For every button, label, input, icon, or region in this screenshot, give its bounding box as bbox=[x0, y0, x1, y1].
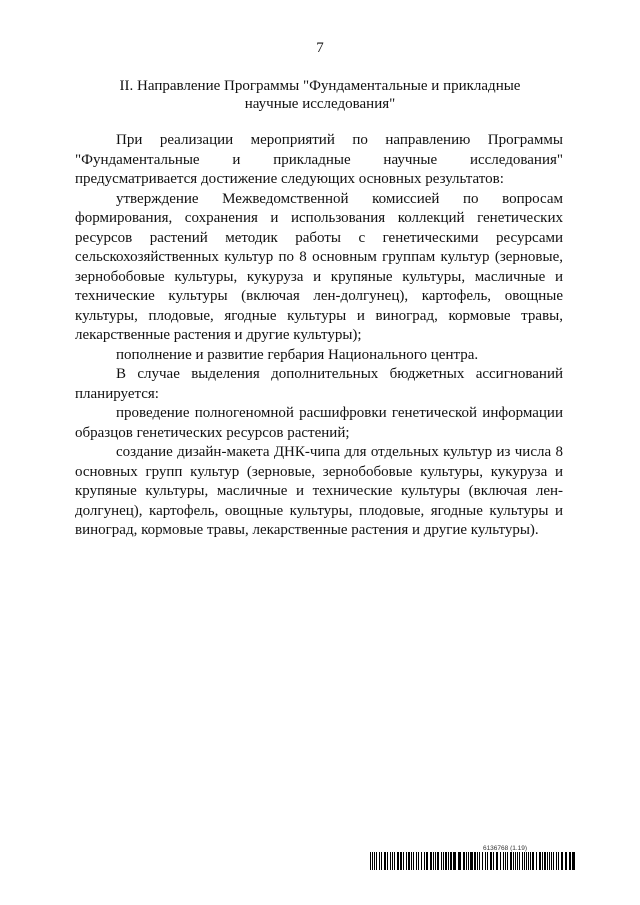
paragraph-herbarium: пополнение и развитие гербария Национального центра. bbox=[116, 346, 479, 363]
section-title-line-2: научные исследования" bbox=[244, 96, 396, 112]
paragraph-intro: При реализации мероприятий по направлению Программы "Фундаментальные и прикладные научные исследования" предусматривается достижение следующих основных результатов: bbox=[75, 132, 563, 187]
document-code: 6136768 (1.19) bbox=[482, 845, 528, 852]
section-title bbox=[80, 77, 560, 113]
document-body bbox=[75, 131, 563, 541]
paragraph-genome-sequencing: проведение полногеномной расшифровки генетической информации образцов генетических ресурсов растений; bbox=[75, 405, 563, 441]
paragraph-dna-chip: создание дизайн-макета ДНК-чипа для отдельных культур из числа 8 основных групп культур (зерновые, зернобобовые культуры, кукуруза и крупяные культуры, масличные и технические культуры (включая лен-долгунец), картофель, овощные культуры, плодовые, ягодные культуры и виноград, кормовые травы, лекарственные растения и другие культуры). bbox=[75, 444, 563, 538]
section-title-line-1: II. Направление Программы "Фундаментальные и прикладные bbox=[119, 78, 521, 94]
barcode-image bbox=[370, 852, 576, 870]
page-number: 7 bbox=[316, 40, 324, 56]
paragraph-additional-funding: В случае выделения дополнительных бюджетных ассигнований планируется: bbox=[75, 366, 563, 402]
paragraph-methodology-approval: утверждение Межведомственной комиссией по вопросам формирования, сохранения и использования коллекций генетических ресурсов растений методик работы с генетическими ресурсами сельскохозяйственных культур по 8 основным группам культур (зерновые, зернобобовые культуры, кукуруза и крупяные культуры, масличные и технические культуры (включая лен-долгунец), картофель, овощные культуры, плодовые, ягодные культуры и виноград, кормовые травы, лекарственные растения и другие культуры); bbox=[75, 190, 563, 343]
